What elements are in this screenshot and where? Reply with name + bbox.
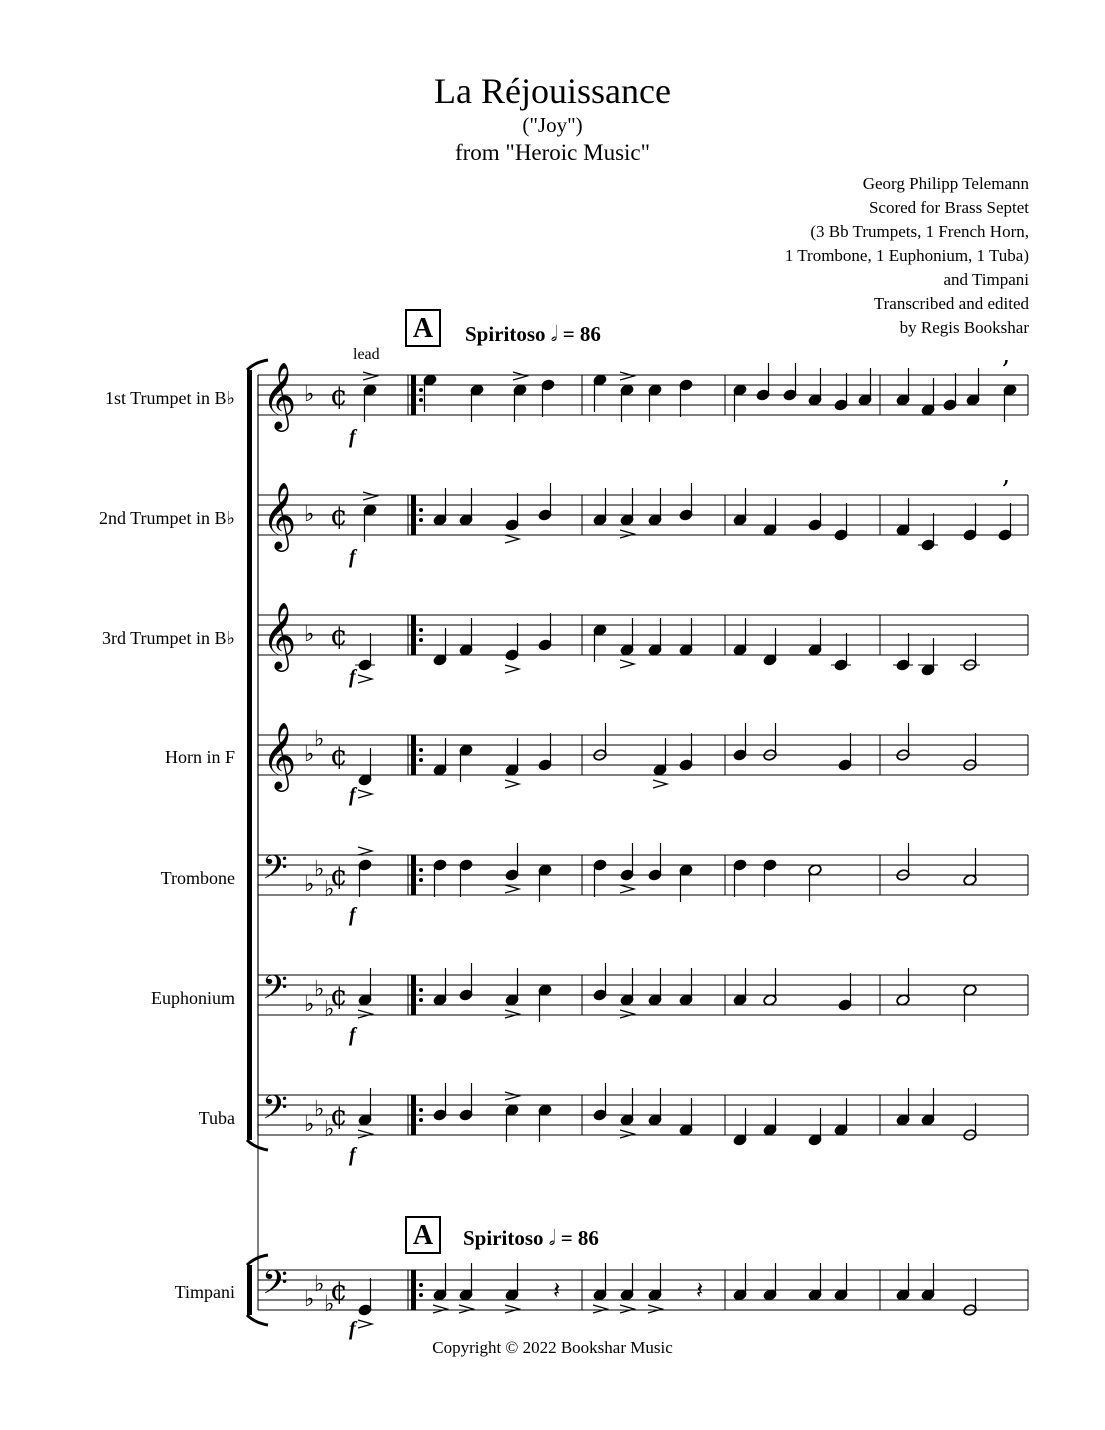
flat-icon: ♭ [314,727,325,752]
accent-mark [505,885,519,893]
bass-clef-icon: 𝄢 [262,849,288,895]
accent-mark [620,660,634,668]
accent-mark [358,790,372,798]
accent-mark [653,780,667,788]
instrument-name-tuba: Tuba [198,1108,235,1128]
flat-icon: ♭ [324,997,335,1022]
repeat-dot [419,1283,423,1287]
credit-line: (3 Bb Trumpets, 1 French Horn, [810,222,1029,241]
accent-mark [505,665,519,673]
instrument-name-trumpet-2: 2nd Trumpet in B♭ [98,508,235,528]
repeat-dot [419,398,423,402]
rehearsal-mark-timpani: A [405,1216,441,1254]
repeat-dot [419,868,423,872]
accent-mark [620,1130,634,1138]
repeat-dot [419,508,423,512]
instrument-name-trumpet-3: 3rd Trumpet in B♭ [101,628,235,648]
dynamic-forte: f [349,426,356,448]
barline-thick [411,615,416,655]
bass-clef-icon: 𝄢 [262,1264,288,1310]
accent-mark [358,1130,372,1138]
credit-line: Transcribed and edited [873,294,1029,313]
quarter-rest-icon: 𝄽 [696,1276,704,1304]
flat-icon: ♭ [304,622,315,647]
breath-mark-icon: , [1002,460,1011,490]
repeat-dot [419,1293,423,1297]
accent-mark [505,535,519,543]
accent-mark [459,1305,473,1313]
flat-icon: ♭ [304,382,315,407]
dynamic-forte: f [349,666,356,688]
cut-time-icon: ¢ [330,1274,348,1307]
copyright-notice: Copyright © 2022 Bookshar Music [432,1338,673,1357]
barline-thick [411,1270,416,1310]
bracket-hook [247,1315,268,1325]
accent-mark [358,675,372,683]
accent-mark [620,372,634,380]
half-note-icon: 𝅗𝅥 [550,322,558,346]
half-note-icon: 𝅗𝅥 [548,1226,556,1250]
dynamic-forte: f [349,1318,356,1340]
flat-icon: ♭ [304,1287,315,1312]
accent-mark [363,372,377,380]
tempo-value: = 86 [562,322,601,346]
flat-icon: ♭ [314,1097,325,1122]
score-source: from "Heroic Music" [454,140,651,165]
score-title: La Réjouissance [434,71,671,111]
tempo-value: = 86 [560,1226,599,1250]
credit-line: 1 Trombone, 1 Euphonium, 1 Tuba) [784,246,1029,265]
accent-mark [358,1010,372,1018]
bass-clef-icon: 𝄢 [262,969,288,1015]
instrument-name-euphonium: Euphonium [151,988,235,1008]
cut-time-icon: ¢ [330,979,348,1012]
rehearsal-mark: A [405,309,441,347]
dynamic-forte: f [349,546,356,568]
repeat-dot [419,878,423,882]
flat-icon: ♭ [324,877,335,902]
cut-time-icon: ¢ [330,619,348,652]
credit-line: and Timpani [943,270,1029,289]
credit-line: Scored for Brass Septet [868,198,1029,217]
accent-mark [358,847,372,855]
timpani-bracket [247,1265,252,1315]
treble-clef-icon: 𝄞 [262,721,297,789]
dynamic-forte: f [349,784,356,806]
accent-mark [620,1010,634,1018]
accent-mark [505,1305,519,1313]
accent-mark [363,492,377,500]
tempo-text: Spiritoso [465,322,546,346]
instrument-name-trombone: Trombone [160,868,235,888]
quarter-rest-icon: 𝄽 [553,1276,561,1304]
instrument-name-trumpet-1: 1st Trumpet in B♭ [104,388,235,408]
cut-time-icon: ¢ [330,379,348,412]
accent-mark [505,1092,519,1100]
accent-mark [620,530,634,538]
dynamic-forte: f [349,1024,356,1046]
dynamic-forte: f [349,904,356,926]
cut-time-icon: ¢ [330,739,348,772]
arranger: by Regis Bookshar [899,318,1029,337]
tempo-text: Spiritoso [463,1226,544,1250]
treble-clef-icon: 𝄞 [262,481,297,549]
barline-thick [411,1095,416,1135]
accent-mark [358,1320,372,1328]
flat-icon: ♭ [304,502,315,527]
repeat-dot [419,988,423,992]
repeat-dot [419,388,423,392]
flat-icon: ♭ [314,1272,325,1297]
accent-mark [505,780,519,788]
system-bracket [247,370,252,1140]
accent-mark [620,885,634,893]
barline-thick [411,735,416,775]
repeat-dot [419,748,423,752]
treble-clef-icon: 𝄞 [262,361,297,429]
composer: Georg Philipp Telemann [862,174,1029,193]
cut-time-icon: ¢ [330,1099,348,1132]
accent-mark [648,1305,662,1313]
accent-mark [620,1305,634,1313]
flat-icon: ♭ [304,742,315,767]
accent-mark [513,372,527,380]
barline-thick [411,495,416,535]
bass-clef-icon: 𝄢 [262,1089,288,1135]
flat-icon: ♭ [304,992,315,1017]
repeat-dot [419,758,423,762]
flat-icon: ♭ [324,1117,335,1142]
repeat-dot [419,1108,423,1112]
flat-icon: ♭ [304,1112,315,1137]
flat-icon: ♭ [304,872,315,897]
accent-mark [593,1305,607,1313]
repeat-dot [419,998,423,1002]
accent-mark [505,1010,519,1018]
lead-annotation: lead [353,346,380,363]
cut-time-icon: ¢ [330,499,348,532]
repeat-dot [419,1118,423,1122]
dynamic-forte: f [349,1144,356,1166]
barline-thick [411,855,416,895]
repeat-dot [419,518,423,522]
score-subtitle: ("Joy") [522,113,583,137]
barline-thick [411,375,416,415]
treble-clef-icon: 𝄞 [262,601,297,669]
barline-thick [411,975,416,1015]
accent-mark [433,1305,447,1313]
instrument-name-horn: Horn in F [164,747,235,767]
repeat-dot [419,628,423,632]
cut-time-icon: ¢ [330,859,348,892]
flat-icon: ♭ [314,857,325,882]
flat-icon: ♭ [324,1292,335,1317]
breath-mark-icon: , [1002,340,1011,370]
instrument-name-timpani: Timpani [174,1282,235,1302]
repeat-dot [419,638,423,642]
flat-icon: ♭ [314,977,325,1002]
